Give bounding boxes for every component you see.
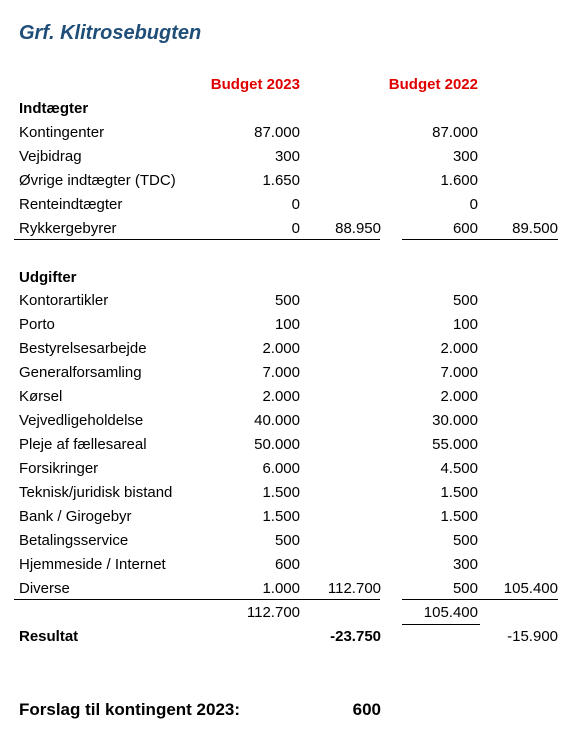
section-total-2023: 88.950 bbox=[335, 220, 381, 237]
row-label: Diverse bbox=[19, 580, 70, 597]
table-row bbox=[0, 385, 577, 409]
row-value-2022: 0 bbox=[469, 196, 478, 213]
row-value-2023: 1.650 bbox=[262, 172, 300, 189]
row-value-2022: 1.500 bbox=[440, 484, 478, 501]
row-value-2023: 40.000 bbox=[254, 412, 300, 429]
expense-underline-2023 bbox=[14, 599, 380, 600]
row-label: Øvrige indtægter (TDC) bbox=[19, 172, 176, 189]
result-label: Resultat bbox=[19, 628, 79, 645]
row-value-2022: 7.000 bbox=[440, 364, 478, 381]
row-value-2022: 300 bbox=[452, 556, 478, 573]
row-value-2022: 500 bbox=[452, 580, 478, 597]
row-label: Forsikringer bbox=[19, 460, 99, 477]
row-value-2023: 0 bbox=[291, 220, 300, 237]
row-value-2023: 1.500 bbox=[262, 508, 300, 525]
row-value-2022: 87.000 bbox=[432, 124, 478, 141]
table-row bbox=[0, 313, 577, 337]
row-value-2023: 50.000 bbox=[254, 436, 300, 453]
table-row bbox=[0, 361, 577, 385]
row-label: Kontingenter bbox=[19, 124, 105, 141]
row-value-2022: 1.500 bbox=[440, 508, 478, 525]
row-value-2022: 55.000 bbox=[432, 436, 478, 453]
row-value-2023: 0 bbox=[291, 196, 300, 213]
table-row bbox=[0, 193, 577, 217]
row-value-2023: 1.500 bbox=[262, 484, 300, 501]
table-row bbox=[0, 169, 577, 193]
row-label: Pleje af fællesareal bbox=[19, 436, 147, 453]
table-row bbox=[0, 121, 577, 145]
row-value-2023: 2.000 bbox=[262, 388, 300, 405]
table-row bbox=[0, 337, 577, 361]
expense-subtotal-2022: 105.400 bbox=[423, 604, 478, 621]
row-label: Kørsel bbox=[19, 388, 63, 405]
row-value-2022: 1.600 bbox=[440, 172, 478, 189]
table-row bbox=[0, 577, 577, 601]
table-row bbox=[0, 145, 577, 169]
column-header-budget-2023: Budget 2023 bbox=[210, 76, 300, 93]
row-value-2022: 500 bbox=[452, 292, 478, 309]
row-label: Renteindtægter bbox=[19, 196, 123, 213]
result-row bbox=[0, 625, 577, 649]
expense-subtotal-2023: 112.700 bbox=[246, 604, 300, 621]
row-value-2023: 1.000 bbox=[262, 580, 300, 597]
section-title-expenses: Udgifter bbox=[19, 269, 77, 286]
section-total-2022: 89.500 bbox=[512, 220, 558, 237]
section-total-2022: 105.400 bbox=[503, 580, 558, 597]
row-label: Generalforsamling bbox=[19, 364, 142, 381]
row-label: Rykkergebyrer bbox=[19, 220, 117, 237]
row-value-2022: 4.500 bbox=[440, 460, 478, 477]
table-row bbox=[0, 433, 577, 457]
row-label: Kontorartikler bbox=[19, 292, 109, 309]
table-row bbox=[0, 529, 577, 553]
section-total-2023: 112.700 bbox=[327, 580, 381, 597]
row-value-2023: 300 bbox=[274, 148, 300, 165]
proposal-value: 600 bbox=[352, 700, 381, 719]
row-label: Vejvedligeholdelse bbox=[19, 412, 144, 429]
row-label: Teknisk/juridisk bistand bbox=[19, 484, 173, 501]
table-row bbox=[0, 481, 577, 505]
row-label: Bestyrelsesarbejde bbox=[19, 340, 147, 357]
section-title-income: Indtægter bbox=[19, 100, 89, 117]
row-value-2023: 87.000 bbox=[254, 124, 300, 141]
income-underline-2023 bbox=[14, 239, 380, 240]
document-title: Grf. Klitrosebugten bbox=[19, 22, 202, 44]
row-value-2023: 2.000 bbox=[262, 340, 300, 357]
row-label: Vejbidrag bbox=[19, 148, 82, 165]
row-value-2023: 100 bbox=[274, 316, 300, 333]
row-label: Hjemmeside / Internet bbox=[19, 556, 166, 573]
row-value-2022: 100 bbox=[452, 316, 478, 333]
income-underline-2022 bbox=[402, 239, 558, 240]
result-2023: -23.750 bbox=[330, 628, 381, 645]
row-value-2022: 600 bbox=[452, 220, 478, 237]
column-header-budget-2022: Budget 2022 bbox=[388, 76, 478, 93]
row-value-2023: 7.000 bbox=[262, 364, 300, 381]
table-row bbox=[0, 457, 577, 481]
row-label: Betalingsservice bbox=[19, 532, 129, 549]
table-row bbox=[0, 289, 577, 313]
row-value-2023: 600 bbox=[274, 556, 300, 573]
row-label: Bank / Girogebyr bbox=[19, 508, 132, 525]
result-2022: -15.900 bbox=[507, 628, 558, 645]
row-label: Porto bbox=[19, 316, 55, 333]
row-value-2022: 2.000 bbox=[440, 388, 478, 405]
table-row bbox=[0, 409, 577, 433]
proposal-label: Forslag til kontingent 2023: bbox=[19, 700, 241, 719]
expense-subtotal-row bbox=[0, 601, 577, 625]
expense-underline-2022 bbox=[402, 599, 558, 600]
row-value-2023: 6.000 bbox=[262, 460, 300, 477]
row-value-2022: 300 bbox=[452, 148, 478, 165]
row-value-2022: 500 bbox=[452, 532, 478, 549]
row-value-2023: 500 bbox=[274, 292, 300, 309]
row-value-2023: 500 bbox=[274, 532, 300, 549]
table-row bbox=[0, 217, 577, 241]
table-row bbox=[0, 505, 577, 529]
row-value-2022: 30.000 bbox=[432, 412, 478, 429]
row-value-2022: 2.000 bbox=[440, 340, 478, 357]
table-row bbox=[0, 553, 577, 577]
